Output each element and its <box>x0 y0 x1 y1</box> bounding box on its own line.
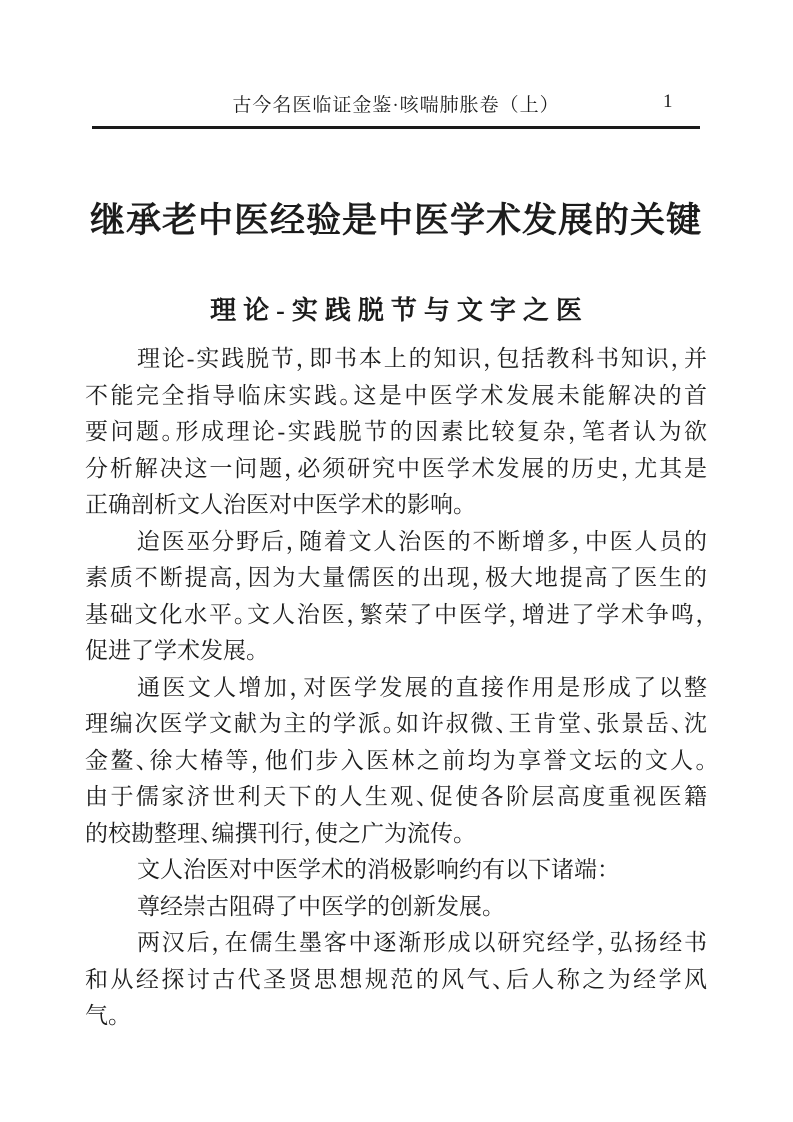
book-title: 古今名医临证金鉴·咳喘肺胀卷（上） <box>232 95 560 116</box>
header-rule <box>92 126 700 129</box>
section-heading: 理论-实践脱节与文字之医 <box>210 296 589 325</box>
text-line: 要问题。形成理论-实践脱节的因素比较复杂，笔者认为欲 <box>85 419 707 444</box>
text-line: 分析解决这一问题，必须研究中医学术发展的历史，尤其是 <box>85 455 707 481</box>
page-number: 1 <box>663 91 673 112</box>
paragraph <box>85 524 707 670</box>
paragraph <box>85 889 707 926</box>
article-body <box>85 341 707 1035</box>
text-line: 基础文化水平。文人治医，繁荣了中医学，增进了学术争鸣， <box>85 601 707 627</box>
text-line: 迨医巫分野后，随着文人治医的不断增多，中医人员的 <box>137 528 707 554</box>
paragraph <box>85 925 707 1035</box>
text-line: 促进了学术发展。 <box>85 638 258 663</box>
text-line: 理论-实践脱节，即书本上的知识，包括教科书知识，并 <box>137 346 707 371</box>
text-line: 金鳌、徐大椿等，他们步入医林之前均为享誉文坛的文人。 <box>85 747 707 773</box>
paragraph <box>85 341 707 524</box>
paragraph <box>85 670 707 853</box>
text-line: 由于儒家济世利天下的人生观、促使各阶层高度重视医籍 <box>85 784 707 809</box>
text-line: 两汉后，在儒生墨客中逐渐形成以研究经学，弘扬经书 <box>137 930 707 955</box>
text-line: 理编次医学文献为主的学派。如许叔微、王肯堂、张景岳、沈 <box>85 711 707 736</box>
text-line: 和从经探讨古代圣贤思想规范的风气、后人称之为经学风 <box>85 966 707 992</box>
text-line: 不能完全指导临床实践。这是中医学术发展未能解决的首 <box>85 382 707 408</box>
text-line: 的校勘整理、编撰刊行，使之广为流传。 <box>85 820 465 846</box>
paragraph <box>85 852 707 889</box>
text-line: 素质不断提高，因为大量儒医的出现，极大地提高了医生的 <box>85 565 707 590</box>
text-line: 尊经崇古阻碍了中医学的创新发展。 <box>137 893 494 919</box>
running-head <box>85 90 707 116</box>
article-title: 继承老中医经验是中医学术发展的关键 <box>89 201 702 240</box>
text-line: 气。 <box>85 1003 120 1028</box>
text-line: 正确剖析文人治医对中医学术的影响。 <box>85 492 465 517</box>
text-line: 文人治医对中医学术的消极影响约有以下诸端： <box>137 857 609 882</box>
text-line: 通医文人增加，对医学发展的直接作用是形成了以整 <box>137 674 707 700</box>
